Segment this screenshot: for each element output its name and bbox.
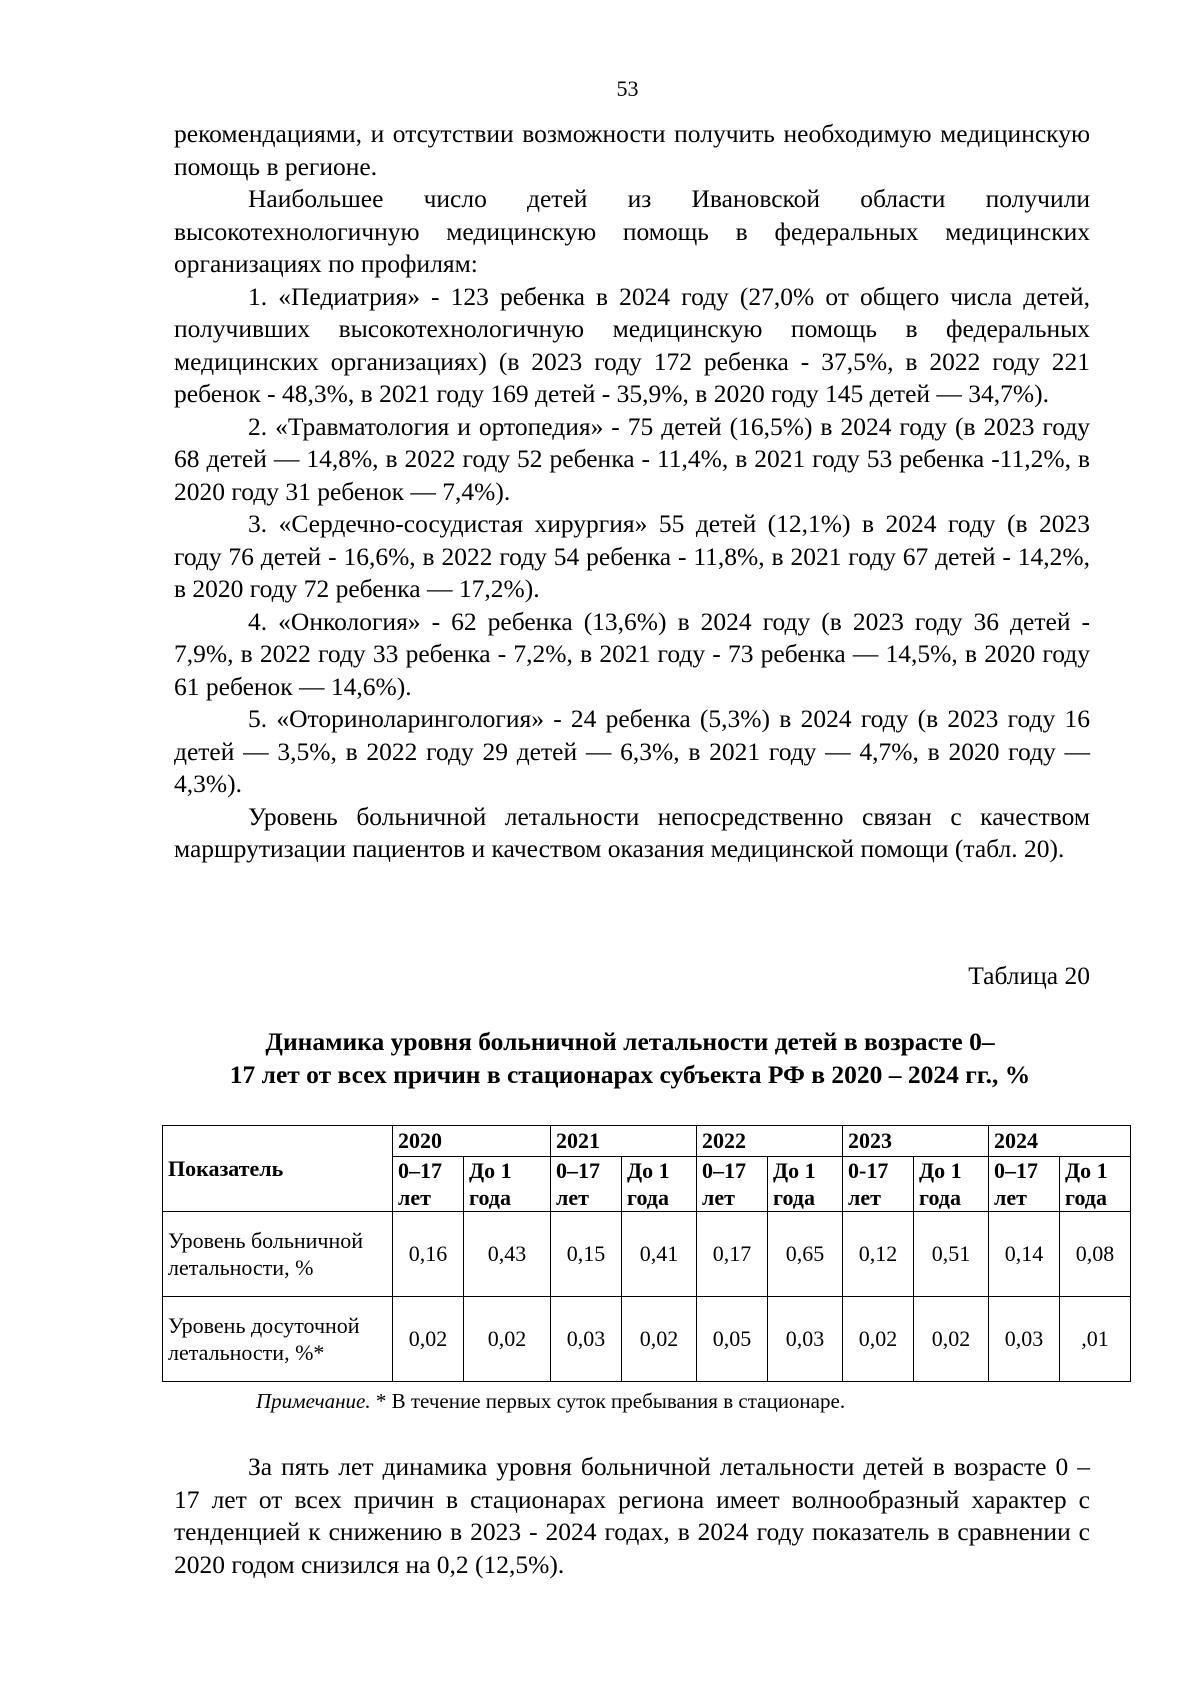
age-header: 0–17 лет [697, 1157, 768, 1212]
table-caption: Таблица 20 [968, 961, 1090, 990]
table-row [163, 1297, 1131, 1382]
table-note [256, 1389, 845, 1414]
table-cell: 0,51 [914, 1212, 989, 1297]
age-header: До 1 года [768, 1157, 843, 1212]
list-item: 5. «Оториноларингология» - 24 ребенка (5,3%) в 2024 году (в 2023 году 16 детей — 3,5%, в 2022 году 29 детей — 6,3%, в 2021 году — 4,7%, в 2020 году — 4,3%). [174, 704, 1090, 798]
year-header: 2023 [843, 1126, 989, 1157]
age-header: До 1 года [914, 1157, 989, 1212]
table-cell: 0,02 [843, 1297, 914, 1382]
table-cell: 0,17 [697, 1212, 768, 1297]
age-header: До 1 года [622, 1157, 697, 1212]
paragraph: Наибольшее число детей из Ивановской области получили высокотехнологичную медицинскую помощь в федеральных медицинских организациях по профилям: [174, 184, 1090, 278]
table-cell: 0,15 [551, 1212, 622, 1297]
table-title-line: 17 лет от всех причин в стационарах субъекта РФ в 2020 – 2024 гг., % [229, 1060, 1031, 1089]
table-cell: 0,05 [697, 1297, 768, 1382]
age-header: 0–17 лет [551, 1157, 622, 1212]
year-header: 2020 [393, 1126, 551, 1157]
table-cell: 0,43 [464, 1212, 551, 1297]
year-header: 2024 [989, 1126, 1131, 1157]
year-header: 2022 [697, 1126, 843, 1157]
table-cell: 0,02 [622, 1297, 697, 1382]
age-header: До 1 года [464, 1157, 551, 1212]
table-cell: 0,16 [393, 1212, 464, 1297]
body-text [174, 118, 1090, 866]
mortality-table [162, 1125, 1131, 1382]
table-cell: 0,02 [464, 1297, 551, 1382]
paragraph: Уровень больничной летальности непосредственно связан с качеством маршрутизации пациентов и качеством оказания медицинской помощи (табл. 20). [174, 801, 1090, 863]
table-title-line: Динамика уровня больничной летальности детей в возрасте 0– [265, 1027, 995, 1056]
table-cell: 0,12 [843, 1212, 914, 1297]
table-cell: 0,02 [393, 1297, 464, 1382]
table-cell: 0,65 [768, 1212, 843, 1297]
table-cell: ,01 [1060, 1297, 1131, 1382]
conclusion-text [174, 1451, 1090, 1581]
indicator-header: Показатель [163, 1126, 393, 1212]
age-header: До 1 года [1060, 1157, 1131, 1212]
table-title [160, 1025, 1100, 1091]
paragraph: рекомендациями, и отсутствии возможности получить необходимую медицинскую помощь в регионе. [174, 119, 1090, 181]
age-header: 0-17 лет [843, 1157, 914, 1212]
table-cell: 0,41 [622, 1212, 697, 1297]
list-item: 3. «Сердечно-сосудистая хирургия» 55 детей (12,1%) в 2024 году (в 2023 году 76 детей - 16,6%, в 2022 году 54 ребенка - 11,8%, в 2021 году 67 детей - 14,2%, в 2020 году 72 ребенка — 17,2%). [174, 509, 1090, 603]
paragraph: За пять лет динамика уровня больничной летальности детей в возрасте 0 – 17 лет от всех причин в стационарах региона имеет волнообразный характер с тенденцией к снижению в 2023 - 2024 годах, в 2024 году показатель в сравнении с 2020 годом снизился на 0,2 (12,5%). [174, 1452, 1090, 1579]
list-item: 4. «Онкология» - 62 ребенка (13,6%) в 2024 году (в 2023 году 36 детей - 7,9%, в 2022 году 33 ребенка - 7,2%, в 2021 году - 73 ребенка — 14,5%, в 2020 году 61 ребенок — 14,6%). [174, 606, 1090, 701]
year-header: 2021 [551, 1126, 697, 1157]
table-cell: 0,02 [914, 1297, 989, 1382]
row-label: Уровень больничной летальности, % [163, 1212, 393, 1297]
list-item: 2. «Травматология и ортопедия» - 75 детей (16,5%) в 2024 году (в 2023 году 68 детей — 14,8%, в 2022 году 52 ребенка - 11,4%, в 2021 году 53 ребенка -11,2%, в 2020 году 31 ребенок — 7,4%). [174, 411, 1090, 506]
row-label: Уровень досуточной летальности, %* [163, 1297, 393, 1382]
table-cell: 0,03 [989, 1297, 1060, 1382]
table-cell: 0,03 [551, 1297, 622, 1382]
table-row [163, 1212, 1131, 1297]
note-label: Примечание. [256, 1389, 371, 1413]
age-header: 0–17 лет [989, 1157, 1060, 1212]
list-item: 1. «Педиатрия» - 123 ребенка в 2024 году (27,0% от общего числа детей, получивших высокотехнологичную медицинскую помощь в федеральных медицинских организациях) (в 2023 году 172 ребенка - 37,5%, в 2022 году 221 ребенок - 48,3%, в 2021 году 169 детей - 35,9%, в 2020 году 145 детей — 34,7%). [174, 281, 1090, 408]
note-text: * В течение первых суток пребывания в стационаре. [370, 1389, 846, 1413]
age-header: 0–17 лет [393, 1157, 464, 1212]
table-cell: 0,08 [1060, 1212, 1131, 1297]
table-cell: 0,03 [768, 1297, 843, 1382]
page-number: 53 [616, 76, 639, 101]
table-cell: 0,14 [989, 1212, 1060, 1297]
